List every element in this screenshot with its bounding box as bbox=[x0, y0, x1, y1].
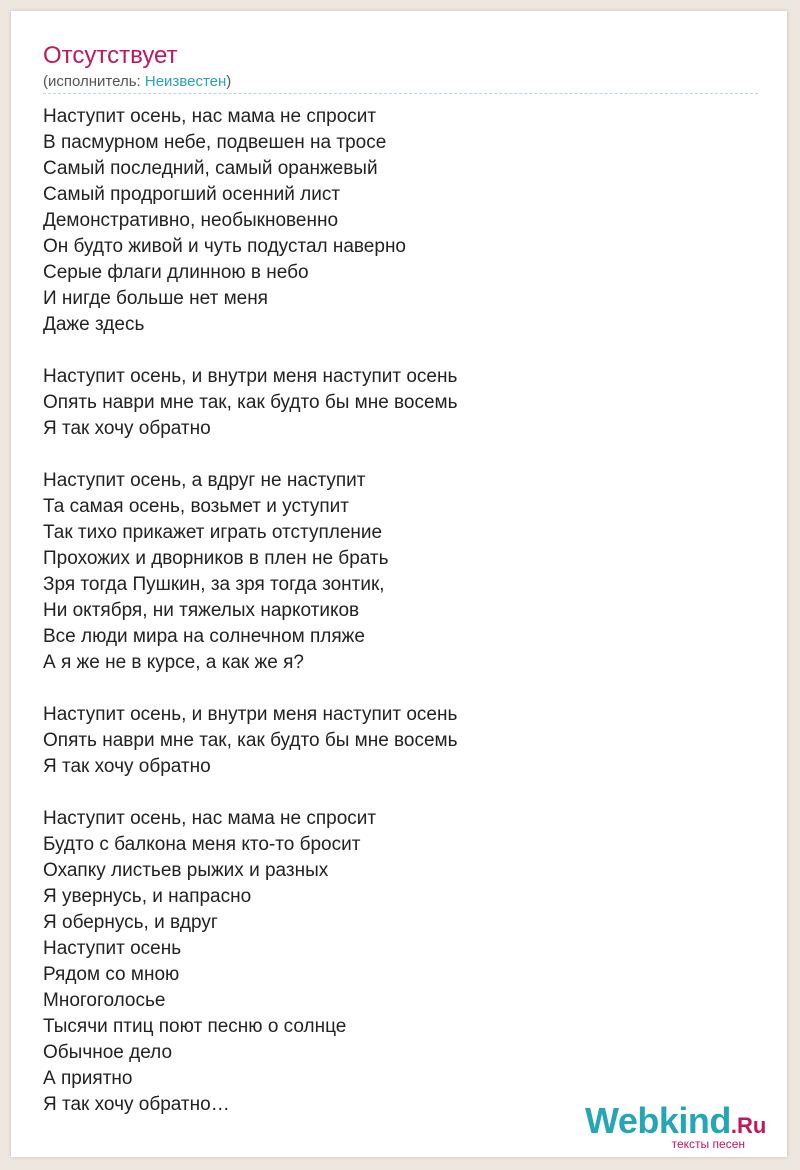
lyric-line: Так тихо прикажет играть отступление bbox=[43, 522, 383, 543]
lyric-blank-line bbox=[43, 338, 458, 364]
lyric-line: Ни октября, ни тяжелых наркотиков bbox=[43, 600, 360, 621]
artist-suffix: ) bbox=[226, 73, 232, 90]
lyric-line: Наступит осень bbox=[43, 938, 182, 959]
lyric-line: В пасмурном небе, подвешен на тросе bbox=[43, 132, 387, 153]
title-divider bbox=[43, 93, 758, 94]
logo-name: Webkind bbox=[585, 1100, 731, 1141]
lyric-line: Прохожих и дворников в плен не брать bbox=[43, 548, 389, 569]
lyric-blank-line bbox=[43, 442, 458, 468]
lyric-line: Серые флаги длинною в небо bbox=[43, 262, 309, 283]
lyric-line: Я обернусь, и вдруг bbox=[43, 912, 218, 933]
lyric-line: Я так хочу обратно bbox=[43, 756, 211, 777]
lyric-line: Демонстративно, необыкновенно bbox=[43, 210, 339, 231]
lyric-line: Обычное дело bbox=[43, 1042, 173, 1063]
lyric-line: Наступит осень, и внутри меня наступит осень bbox=[43, 704, 458, 725]
lyric-line: Я так хочу обратно bbox=[43, 418, 211, 439]
lyric-line: Он будто живой и чуть подустал наверно bbox=[43, 236, 407, 257]
lyric-line: А приятно bbox=[43, 1068, 133, 1089]
lyric-line: Будто с балкона меня кто-то бросит bbox=[43, 834, 361, 855]
logo-domain: .Ru bbox=[730, 1113, 767, 1138]
lyric-line: И нигде больше нет меня bbox=[43, 288, 268, 309]
lyric-line: Наступит осень, и внутри меня наступит осень bbox=[43, 366, 458, 387]
lyric-blank-line bbox=[43, 676, 458, 702]
lyric-line: Наступит осень, а вдруг не наступит bbox=[43, 470, 366, 491]
logo-tagline: тексты песен bbox=[671, 1137, 745, 1151]
lyric-line: Тысячи птиц поют песню о солнце bbox=[43, 1016, 347, 1037]
lyric-line: Та самая осень, возьмет и уступит bbox=[43, 496, 349, 517]
lyric-blank-line bbox=[43, 780, 458, 806]
lyric-line: Даже здесь bbox=[43, 314, 145, 335]
lyrics-card bbox=[11, 11, 787, 1157]
site-logo[interactable] bbox=[585, 1101, 775, 1153]
lyric-line: Зря тогда Пушкин, за зря тогда зонтик, bbox=[43, 574, 385, 595]
lyric-line: Опять наври мне так, как будто бы мне восемь bbox=[43, 392, 458, 413]
lyric-line: Самый последний, самый оранжевый bbox=[43, 158, 378, 179]
lyric-line: Самый продрогший осенний лист bbox=[43, 184, 341, 205]
lyric-line: Охапку листьев рыжих и разных bbox=[43, 860, 329, 881]
lyric-line: Я увернусь, и напрасно bbox=[43, 886, 252, 907]
lyric-line: Рядом со мною bbox=[43, 964, 180, 985]
lyric-line: А я же не в курсе, а как же я? bbox=[43, 652, 304, 673]
lyric-line: Наступит осень, нас мама не спросит bbox=[43, 106, 377, 127]
artist-link[interactable]: Неизвестен bbox=[144, 73, 227, 90]
song-title: Отсутствует bbox=[43, 42, 178, 69]
lyric-line: Все люди мира на солнечном пляже bbox=[43, 626, 365, 647]
lyric-line: Я так хочу обратно… bbox=[43, 1094, 230, 1115]
lyric-line: Опять наври мне так, как будто бы мне восемь bbox=[43, 730, 458, 751]
artist-line bbox=[43, 72, 231, 92]
lyrics-text bbox=[43, 104, 458, 1118]
lyric-line: Многоголосье bbox=[43, 990, 166, 1011]
artist-prefix: (исполнитель: bbox=[43, 73, 145, 90]
lyric-line: Наступит осень, нас мама не спросит bbox=[43, 808, 377, 829]
